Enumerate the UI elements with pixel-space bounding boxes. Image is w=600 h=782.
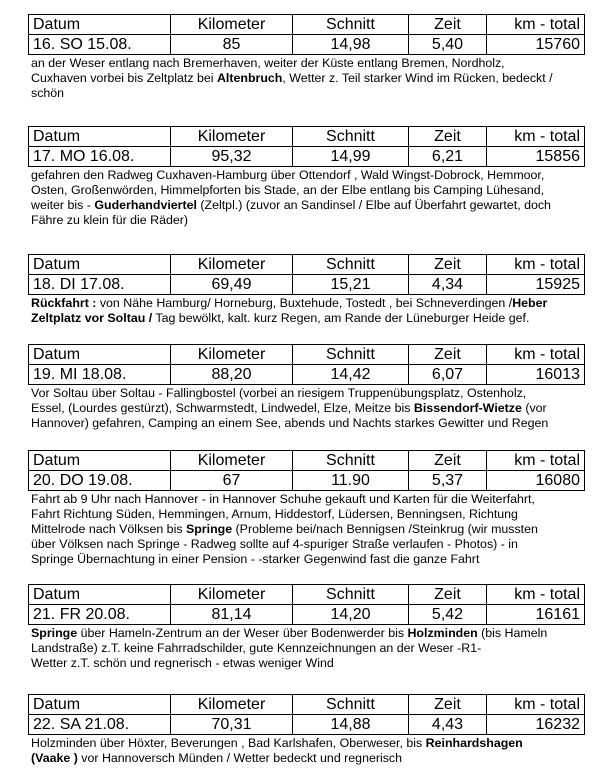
value-row — [29, 35, 585, 55]
entry-table — [28, 14, 585, 55]
header-kilometer: Kilometer — [171, 451, 293, 471]
entry-note — [31, 626, 591, 671]
entry-table — [28, 126, 585, 167]
header-km-total: km - total — [487, 585, 585, 605]
note-text: (bis Hameln Landstraße) z.T. keine Fahrradschilder, gute Kennzeichnungen an der Weser -R1- Wetter z.T. schön und regnerisch - etwas weniger Wind — [31, 626, 548, 670]
value-row — [29, 605, 585, 625]
cell-kilometer: 67 — [171, 471, 293, 491]
header-row — [29, 585, 585, 605]
cell-km-total: 16080 — [487, 471, 585, 491]
cell-km-total: 15856 — [487, 147, 585, 167]
header-datum: Datum — [29, 345, 171, 365]
cell-km-total: 16013 — [487, 365, 585, 385]
cell-zeit: 6,21 — [409, 147, 487, 167]
cell-km-total: 16161 — [487, 605, 585, 625]
note-place-name: Reinhardshagen (Vaake ) — [31, 736, 523, 765]
header-row — [29, 15, 585, 35]
value-row — [29, 275, 585, 295]
header-schnitt: Schnitt — [293, 15, 409, 35]
header-row — [29, 345, 585, 365]
header-km-total: km - total — [487, 695, 585, 715]
entry-note — [31, 56, 591, 101]
header-kilometer: Kilometer — [171, 585, 293, 605]
entry-note — [31, 492, 591, 567]
value-row — [29, 715, 585, 735]
note-text: Vor Soltau über Soltau - Fallingbostel (vorbei an riesigem Truppenübungsplatz, Ostenholz, Essel, (Lourdes gestürzt), Schwarmstedt, Lindwedel, Elze, Meitze bis — [31, 386, 527, 415]
header-schnitt: Schnitt — [293, 451, 409, 471]
cell-datum: 17. MO 16.08. — [29, 147, 171, 167]
note-text: Tag bewölkt, kalt. kurz Regen, am Rande der Lüneburger Heide gef. — [152, 311, 530, 325]
header-datum: Datum — [29, 255, 171, 275]
cell-zeit: 4,34 — [409, 275, 487, 295]
cell-kilometer: 69,49 — [171, 275, 293, 295]
cell-kilometer: 70,31 — [171, 715, 293, 735]
note-text: gefahren den Radweg Cuxhaven-Hamburg über Ottendorf , Wald Wingst-Dobrock, Hemmoor, Osten, Großenwörden, Himmelpforten bis Stade, an der Elbe entlang bis Camping Lühesand, weiter bis - — [31, 168, 545, 212]
cell-datum: 21. FR 20.08. — [29, 605, 171, 625]
header-km-total: km - total — [487, 15, 585, 35]
header-datum: Datum — [29, 695, 171, 715]
note-text: Fahrt ab 9 Uhr nach Hannover - in Hannover Schuhe gekauft und Karten für die Weiterfahrt, Fahrt Richtung Süden, Hemmingen, Arnum, Hiddestorf, Lüdersen, Benningsen, Richtung Mittelrode nach Völksen bis — [31, 492, 535, 536]
header-row — [29, 127, 585, 147]
cell-datum: 18. DI 17.08. — [29, 275, 171, 295]
header-row — [29, 451, 585, 471]
header-zeit: Zeit — [409, 127, 487, 147]
log-entry — [28, 254, 588, 326]
entry-table — [28, 694, 585, 735]
header-zeit: Zeit — [409, 345, 487, 365]
header-datum: Datum — [29, 451, 171, 471]
header-km-total: km - total — [487, 127, 585, 147]
value-row — [29, 365, 585, 385]
header-kilometer: Kilometer — [171, 695, 293, 715]
cell-km-total: 16232 — [487, 715, 585, 735]
log-entry — [28, 694, 588, 766]
note-text: (Zeltpl.) (zuvor an Sandinsel / Elbe auf Überfahrt gewartet, doch Fähre zu klein für die Räder) — [31, 198, 551, 227]
header-km-total: km - total — [487, 451, 585, 471]
log-entry — [28, 344, 588, 431]
note-text: , Wetter z. Teil starker Wind im Rücken, bedeckt / schön — [31, 71, 553, 100]
note-place-name: Heber Zeltplatz vor Soltau / — [31, 296, 548, 325]
cell-kilometer: 85 — [171, 35, 293, 55]
cell-schnitt: 15,21 — [293, 275, 409, 295]
entry-table — [28, 254, 585, 295]
cell-kilometer: 81,14 — [171, 605, 293, 625]
note-place-name: Holzminden — [407, 626, 478, 640]
cell-zeit: 5,42 — [409, 605, 487, 625]
entry-table — [28, 450, 585, 491]
entry-note — [31, 168, 591, 228]
value-row — [29, 471, 585, 491]
cell-zeit: 4,43 — [409, 715, 487, 735]
note-place-name: Rückfahrt : — [31, 296, 97, 310]
header-datum: Datum — [29, 585, 171, 605]
header-km-total: km - total — [487, 345, 585, 365]
cell-kilometer: 88,20 — [171, 365, 293, 385]
cell-datum: 19. MI 18.08. — [29, 365, 171, 385]
header-datum: Datum — [29, 127, 171, 147]
cell-schnitt: 14,42 — [293, 365, 409, 385]
cell-zeit: 5,40 — [409, 35, 487, 55]
note-text: (vor Hannover) gefahren, Camping an einem See, abends und Nachts starkes Gewitter und Regen — [31, 401, 549, 430]
header-datum: Datum — [29, 15, 171, 35]
log-entry — [28, 584, 588, 671]
header-kilometer: Kilometer — [171, 127, 293, 147]
entry-note — [31, 296, 591, 326]
log-entry — [28, 14, 588, 101]
note-text: vor Hannoversch Münden / Wetter bedeckt und regnerisch — [77, 751, 403, 765]
value-row — [29, 147, 585, 167]
cell-km-total: 15760 — [487, 35, 585, 55]
note-place-name: Springe — [31, 626, 78, 640]
header-kilometer: Kilometer — [171, 345, 293, 365]
cell-kilometer: 95,32 — [171, 147, 293, 167]
log-entry — [28, 126, 588, 228]
cell-datum: 22. SA 21.08. — [29, 715, 171, 735]
header-km-total: km - total — [487, 255, 585, 275]
header-schnitt: Schnitt — [293, 345, 409, 365]
cell-km-total: 15925 — [487, 275, 585, 295]
cell-datum: 20. DO 19.08. — [29, 471, 171, 491]
header-kilometer: Kilometer — [171, 255, 293, 275]
note-text: von Nähe Hamburg/ Horneburg, Buxtehude, Tostedt , bei Schneverdingen / — [96, 296, 513, 310]
log-entry — [28, 450, 588, 567]
cell-schnitt: 14,88 — [293, 715, 409, 735]
entry-table — [28, 584, 585, 625]
note-text: (Probleme bei/nach Bennigsen /Steinkrug (wir mussten über Völksen nach Springe - Radweg sollte auf 4-spuriger Straße verlaufen - Photos) - in Springe Übernachtung in einer Pension - -starker Gegenwind fast die ganze Fahrt — [31, 522, 538, 566]
header-zeit: Zeit — [409, 585, 487, 605]
entry-note — [31, 386, 591, 431]
header-kilometer: Kilometer — [171, 15, 293, 35]
header-zeit: Zeit — [409, 451, 487, 471]
header-schnitt: Schnitt — [293, 127, 409, 147]
note-place-name: Altenbruch — [216, 71, 283, 85]
header-row — [29, 255, 585, 275]
cell-datum: 16. SO 15.08. — [29, 35, 171, 55]
header-zeit: Zeit — [409, 695, 487, 715]
cell-schnitt: 11.90 — [293, 471, 409, 491]
note-place-name: Springe — [185, 522, 233, 536]
cell-schnitt: 14,98 — [293, 35, 409, 55]
header-schnitt: Schnitt — [293, 695, 409, 715]
cell-zeit: 5,37 — [409, 471, 487, 491]
note-text: an der Weser entlang nach Bremerhaven, weiter der Küste entlang Bremen, Nordholz, Cuxhaven vorbei bis Zeltplatz bei — [31, 56, 505, 85]
header-schnitt: Schnitt — [293, 585, 409, 605]
header-zeit: Zeit — [409, 15, 487, 35]
header-schnitt: Schnitt — [293, 255, 409, 275]
note-place-name: Bissendorf-Wietze — [413, 401, 522, 415]
note-place-name: Guderhandviertel — [94, 198, 197, 212]
header-zeit: Zeit — [409, 255, 487, 275]
cell-schnitt: 14,20 — [293, 605, 409, 625]
cell-zeit: 6,07 — [409, 365, 487, 385]
note-text: über Hameln-Zentrum an der Weser über Bodenwerder bis — [77, 626, 408, 640]
entry-note — [31, 736, 591, 766]
header-row — [29, 695, 585, 715]
cell-schnitt: 14,99 — [293, 147, 409, 167]
entry-table — [28, 344, 585, 385]
note-text: Holzminden über Höxter, Beverungen , Bad Karlshafen, Oberweser, bis — [31, 736, 426, 750]
